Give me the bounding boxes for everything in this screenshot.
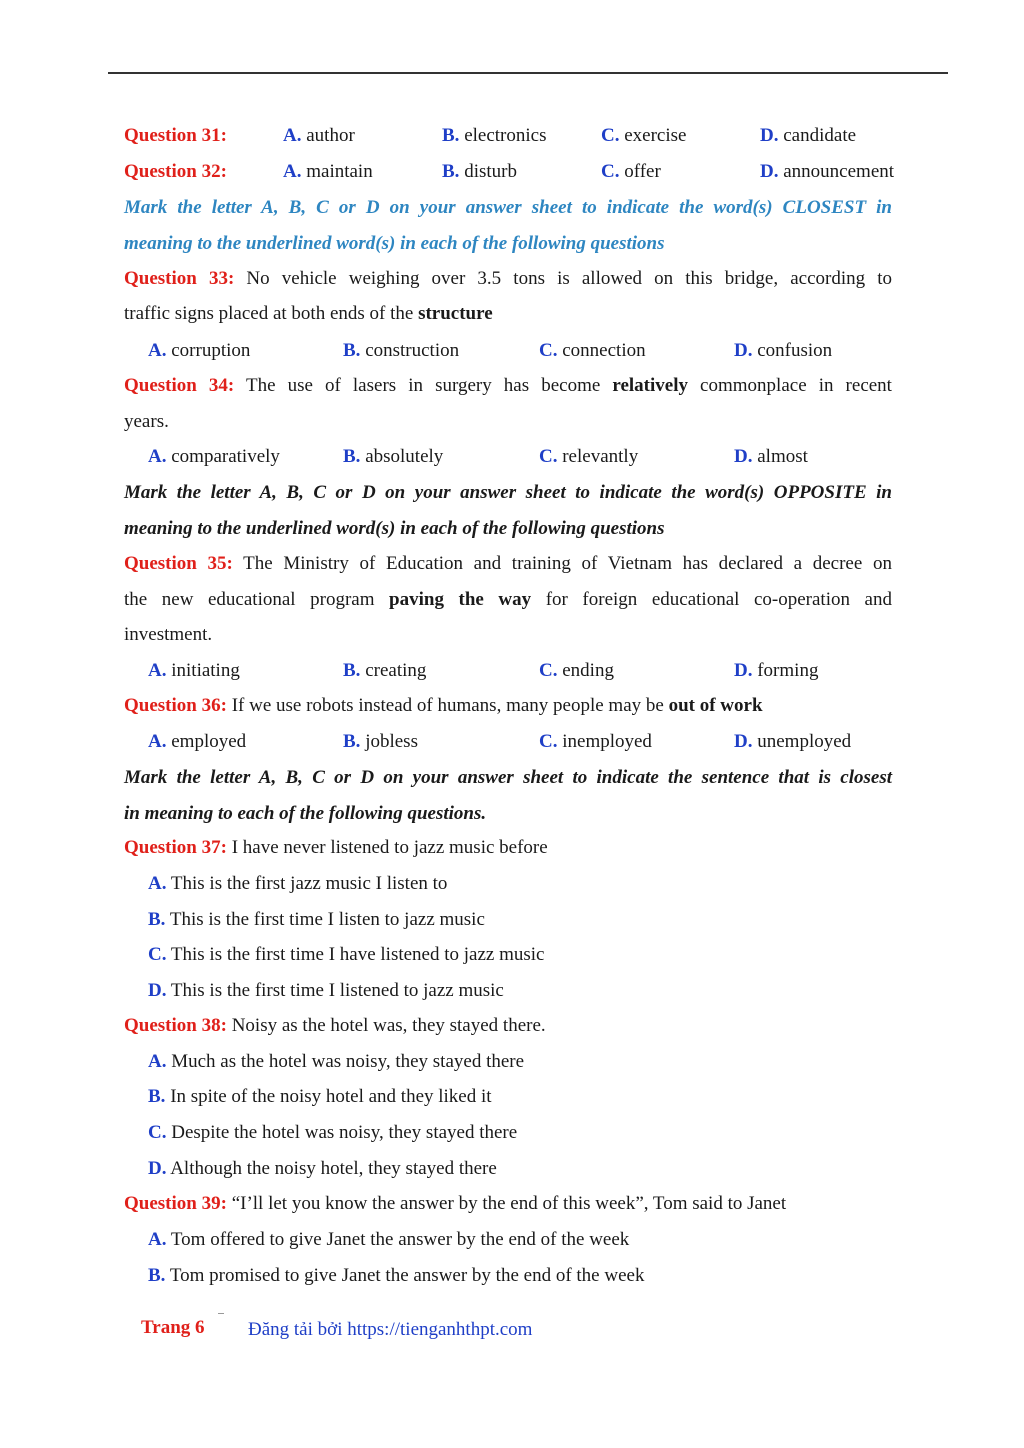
option-b: B. Tom promised to give Janet the answer by the end of the week: [148, 1265, 645, 1286]
option-d: D. candidate: [760, 125, 857, 146]
option-c: C. relevantly: [539, 446, 639, 467]
header-rule: [108, 72, 948, 74]
option-a: A. comparatively: [148, 446, 280, 467]
option-c: C. ending: [539, 660, 614, 681]
option-b: B. jobless: [343, 731, 418, 752]
option-a: A. Tom offered to give Janet the answer by the end of the week: [148, 1229, 630, 1250]
option-a: A. Much as the hotel was noisy, they stayed there: [148, 1051, 525, 1072]
question-label: Question 33:: [124, 268, 235, 289]
option-c: C. connection: [539, 340, 646, 361]
footer-credit-link[interactable]: Đăng tải bởi https://tienganhthpt.com: [248, 1319, 533, 1340]
option-b: B. absolutely: [343, 446, 444, 467]
option-b: B. In spite of the noisy hotel and they liked it: [148, 1086, 492, 1107]
page-number: Trang 6: [141, 1317, 205, 1338]
option-a: A. This is the first jazz music I listen to: [148, 873, 448, 894]
option-d: D. almost: [734, 446, 808, 467]
option-d: D. forming: [734, 660, 819, 681]
question-35-line2: the new educational program paving the way for foreign educational co-operation and: [124, 589, 892, 610]
question-35-line3: investment.: [124, 624, 213, 645]
instruction-sentence-line2: in meaning to each of the following questions.: [124, 803, 487, 824]
target-word: out of work: [668, 695, 763, 716]
instruction-sentence-line1: Mark the letter A, B, C or D on your answer sheet to indicate the sentence that is closest: [124, 767, 892, 788]
option-a: A. author: [283, 125, 355, 146]
question-33-line1: Question 33: No vehicle weighing over 3.5 tons is allowed on this bridge, according to: [124, 268, 893, 289]
option-d: D. announcement: [760, 161, 895, 182]
option-d: D. unemployed: [734, 731, 852, 752]
target-word: relatively: [612, 375, 688, 396]
instruction-opposite-line2: meaning to the underlined word(s) in each of the following questions: [124, 518, 665, 539]
option-c: C. offer: [601, 161, 661, 182]
option-d: D. Although the noisy hotel, they stayed there: [148, 1158, 497, 1179]
option-c: C. This is the first time I have listened to jazz music: [148, 944, 545, 965]
option-b: B. disturb: [442, 161, 517, 182]
question-37: Question 37: I have never listened to jazz music before: [124, 837, 548, 858]
instruction-closest-line2: meaning to the underlined word(s) in each of the following questions: [124, 233, 665, 254]
question-label: Question 31:: [124, 125, 227, 146]
option-a: A. maintain: [283, 161, 373, 182]
question-label: Question 34:: [124, 375, 235, 396]
option-b: B. creating: [343, 660, 427, 681]
question-36-line1: Question 36: If we use robots instead of humans, many people may be out of work: [124, 695, 763, 716]
question-34-line2: years.: [124, 411, 169, 432]
question-33-line2: traffic signs placed at both ends of the structure: [124, 303, 493, 324]
question-label: Question 32:: [124, 161, 227, 182]
option-a: A. employed: [148, 731, 247, 752]
option-b: B. This is the first time I listen to jazz music: [148, 909, 485, 930]
question-35-line1: Question 35: The Ministry of Education and training of Vietnam has declared a decree on: [124, 553, 892, 574]
option-a: A. corruption: [148, 340, 251, 361]
question-38: Question 38: Noisy as the hotel was, they stayed there.: [124, 1015, 546, 1036]
question-34-line1: Question 34: The use of lasers in surgery has become relatively commonplace in recent: [124, 375, 892, 396]
option-d: D. confusion: [734, 340, 833, 361]
question-label: Question 38:: [124, 1015, 227, 1036]
footer-mark: [218, 1313, 224, 1314]
target-word: structure: [418, 303, 493, 324]
question-label: Question 39:: [124, 1193, 227, 1214]
option-d: D. This is the first time I listened to jazz music: [148, 980, 504, 1001]
option-c: C. Despite the hotel was noisy, they stayed there: [148, 1122, 518, 1143]
question-label: Question 35:: [124, 553, 233, 574]
option-b: B. electronics: [442, 125, 547, 146]
instruction-closest-line1: Mark the letter A, B, C or D on your answer sheet to indicate the word(s) CLOSEST in: [124, 197, 892, 218]
option-b: B. construction: [343, 340, 460, 361]
option-c: C. inemployed: [539, 731, 652, 752]
question-label: Question 37:: [124, 837, 227, 858]
option-c: C. exercise: [601, 125, 687, 146]
question-39: Question 39: “I’ll let you know the answer by the end of this week”, Tom said to Janet: [124, 1193, 787, 1214]
question-label: Question 36:: [124, 695, 227, 716]
instruction-opposite-line1: Mark the letter A, B, C or D on your answer sheet to indicate the word(s) OPPOSITE in: [124, 482, 892, 503]
option-a: A. initiating: [148, 660, 240, 681]
target-word: paving the way: [389, 589, 532, 610]
